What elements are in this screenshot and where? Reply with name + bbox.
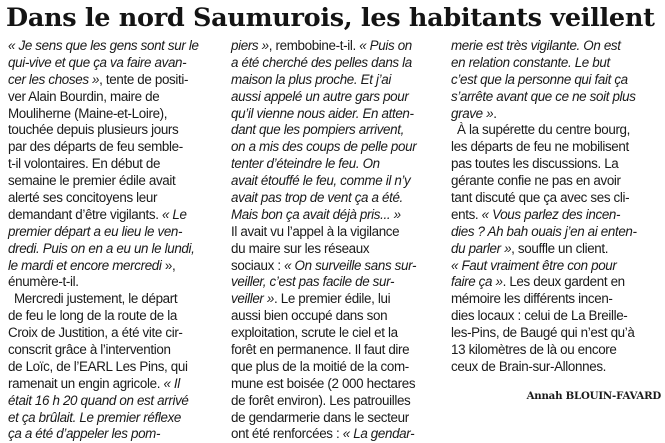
- text-segment: ents.: [451, 206, 482, 222]
- article-text-line: [231, 156, 437, 173]
- text-segment: veiller »: [231, 291, 274, 307]
- article-text-line: [451, 224, 661, 241]
- text-segment: conscrit grâce à l’intervention: [8, 342, 171, 358]
- text-segment: tenter d’éteindre le feu. On: [231, 156, 380, 172]
- text-segment: . Les deux gardent en: [502, 274, 625, 290]
- text-segment: c’est que la personne qui fait ça: [451, 71, 628, 87]
- article-text-line: [231, 173, 437, 190]
- text-segment: « Vous parlez des incen-: [481, 206, 621, 222]
- text-segment: ramenait un engin agricole.: [8, 375, 164, 391]
- text-segment: touchée depuis plusieurs jours: [8, 122, 179, 138]
- article-text-line: [231, 224, 437, 241]
- text-segment: semaine le premier édile avait: [8, 173, 176, 189]
- article-text-line: [8, 72, 215, 89]
- article-text-line: [8, 308, 215, 325]
- article-text-line: [231, 342, 437, 359]
- text-segment: pas toutes les discussions. La: [451, 156, 619, 172]
- text-segment: dies locaux : celui de La Breille-: [451, 308, 628, 324]
- article-text-line: [231, 139, 437, 156]
- article-text-line: [8, 156, 215, 173]
- text-segment: »,: [161, 257, 176, 273]
- text-segment: « Le: [161, 206, 187, 222]
- article-text-line: [231, 38, 437, 55]
- text-segment: sociaux :: [231, 257, 285, 273]
- text-segment: , tente de positi-: [99, 71, 189, 87]
- text-segment: t-il volontaires. En début de: [8, 156, 161, 172]
- text-segment: du maire sur les réseaux: [231, 240, 370, 256]
- article-text-line: [451, 38, 661, 55]
- text-segment: forêt en permanence. Il faut dire: [231, 342, 410, 358]
- article-text-line: [451, 72, 661, 89]
- text-segment: cer les choses »: [8, 71, 100, 87]
- text-segment: grave »: [451, 105, 494, 121]
- article-text-line: [451, 55, 661, 72]
- article-text-line: [451, 325, 661, 342]
- text-segment: mune est boisée (2 000 hectares: [231, 375, 416, 391]
- text-segment: « Faut vraiment être con pour: [451, 257, 617, 273]
- text-segment: À la supérette du centre bourg,: [457, 122, 631, 138]
- text-segment: de Loïc, de l’EARL Les Pins, qui: [8, 358, 188, 374]
- article-text-line: [8, 258, 215, 275]
- text-segment: mémoire les différents incen-: [451, 291, 613, 307]
- article-text-line: [8, 38, 215, 55]
- article-text-line: [451, 106, 661, 123]
- article-text-line: [451, 156, 661, 173]
- text-segment: ça a été d’appeler les pom-: [8, 426, 161, 442]
- article-text-line: [451, 274, 661, 291]
- article-text-line: [231, 55, 437, 72]
- article-text-line: [231, 274, 437, 291]
- text-segment: Mercredi justement, le départ: [14, 291, 178, 307]
- text-segment: le mardi et encore mercredi: [8, 257, 162, 273]
- article-text-line: [8, 376, 215, 393]
- text-segment: , rembobine-t-il.: [268, 38, 360, 53]
- text-segment: dies ? Ah bah ouais j’en ai enten-: [451, 223, 637, 239]
- text-segment: piers »: [231, 38, 269, 53]
- text-segment: était 16 h 20 quand on est arrivé: [8, 392, 189, 408]
- article-text-line: [8, 359, 215, 376]
- text-segment: aussi appelé un autre gars pour: [231, 88, 409, 104]
- text-segment: Croix de Justition, a été vite cir-: [8, 325, 183, 341]
- text-segment: faire ça »: [451, 274, 503, 290]
- text-segment: les départs de feu ne mobilisent: [451, 139, 629, 155]
- text-segment: on a mis des coups de pelle pour: [231, 139, 417, 155]
- article-text-line: [8, 190, 215, 207]
- text-segment: de gendarmerie dans le secteur: [231, 409, 409, 425]
- article-text-line: [8, 55, 215, 72]
- text-segment: . Le premier édile, lui: [274, 291, 391, 307]
- article-text-line: [451, 139, 661, 156]
- article-text-line: [231, 72, 437, 89]
- text-segment: en relation constante. Le but: [451, 54, 610, 70]
- article-text-line: [451, 241, 661, 258]
- article-column-1: [8, 38, 215, 443]
- text-segment: dredi. Puis on en a eu un le lundi,: [8, 240, 195, 256]
- article-text-line: [231, 393, 437, 410]
- text-segment: demandant d’être vigilants.: [8, 206, 162, 222]
- article-text-line: [231, 207, 437, 224]
- text-segment: gérante confie ne pas en avoir: [451, 173, 621, 189]
- text-segment: exploitation, scrute le ciel et la: [231, 325, 398, 341]
- text-segment: « Puis on: [359, 38, 412, 53]
- text-segment: de forêt environ). Les patrouilles: [231, 392, 411, 408]
- text-segment: Mouliherne (Maine-et-Loire),: [8, 105, 168, 121]
- text-segment: a été cherché des pelles dans la: [231, 54, 412, 70]
- text-segment: .: [493, 105, 497, 121]
- article-text-line: [451, 342, 661, 359]
- text-segment: merie est très vigilante. On est: [451, 38, 621, 53]
- text-segment: du parler »: [451, 240, 512, 256]
- text-segment: ceux de Brain-sur-Allonnes.: [451, 358, 607, 374]
- text-segment: « La gendar-: [342, 426, 415, 442]
- text-segment: , souffle un client.: [511, 240, 609, 256]
- article-text-line: [231, 426, 437, 443]
- text-segment: maison la plus proche. Et j’ai: [231, 71, 391, 87]
- article-text-line: [451, 122, 661, 139]
- text-segment: « On surveille sans sur-: [284, 257, 417, 273]
- text-segment: dant que les pompiers arrivent,: [231, 122, 404, 138]
- article-text-line: [8, 224, 215, 241]
- article-text-line: [451, 291, 661, 308]
- article-text-line: [231, 376, 437, 393]
- text-segment: qui-vive et que ça va faire avan-: [8, 54, 187, 70]
- article-text-line: [8, 207, 215, 224]
- article-text-line: [231, 89, 437, 106]
- text-segment: tant discuté que ça avec ses cli-: [451, 190, 630, 206]
- article-text-line: [231, 308, 437, 325]
- article-text-line: [231, 359, 437, 376]
- article-text-line: [8, 291, 215, 308]
- text-segment: avait étouffé le feu, comme il n’y: [231, 173, 411, 189]
- article-text-line: [451, 258, 661, 275]
- text-segment: et ça brûlait. Le premier réflexe: [8, 409, 182, 425]
- text-segment: Mais bon ça avait déjà pris... »: [231, 206, 401, 222]
- text-segment: « Je sens que les gens sont sur le: [8, 38, 199, 53]
- text-segment: premier départ a eu lieu le ven-: [8, 223, 183, 239]
- text-segment: veiller, c’est pas facile de sur-: [231, 274, 395, 290]
- article-text-line: [8, 122, 215, 139]
- article-text-line: [451, 359, 661, 376]
- article-text-line: [8, 106, 215, 123]
- text-segment: que plus de la moitié de la com-: [231, 358, 409, 374]
- article-text-line: [8, 173, 215, 190]
- article-text-line: [8, 342, 215, 359]
- article-text-line: [231, 258, 437, 275]
- article-text-line: [8, 274, 215, 291]
- article-text-line: [451, 308, 661, 325]
- article-text-line: [231, 190, 437, 207]
- text-segment: Il avait vu l’appel à la vigilance: [231, 223, 400, 239]
- article-text-line: [451, 173, 661, 190]
- article-text-line: [451, 207, 661, 224]
- text-segment: les-Pins, de Baugé qui n’est qu’à: [451, 325, 635, 341]
- article-headline: Dans le nord Saumurois, les habitants veillent: [6, 3, 655, 33]
- text-segment: par des départs de feu semble-: [8, 139, 183, 155]
- article-text-line: [8, 410, 215, 427]
- article-text-line: [8, 426, 215, 443]
- text-segment: avait pas trop de vent ça a été.: [231, 190, 403, 206]
- article-text-line: [8, 241, 215, 258]
- text-segment: alerté ses concitoyens leur: [8, 190, 158, 206]
- article-text-line: [8, 325, 215, 342]
- article-text-line: [8, 139, 215, 156]
- text-segment: qu’il vienne nous aider. En atten-: [231, 105, 414, 121]
- article-text-line: [451, 89, 661, 106]
- article-text-line: [231, 122, 437, 139]
- article-column-2: [231, 38, 437, 443]
- text-segment: aussi bien occupé dans son: [231, 308, 388, 324]
- text-segment: ont été renforcées :: [231, 426, 343, 442]
- text-segment: « Il: [163, 375, 180, 391]
- article-text-line: [231, 241, 437, 258]
- article-text-line: [231, 410, 437, 427]
- text-segment: s’arrête avant que ce ne soit plus: [451, 88, 636, 104]
- article-text-line: [8, 393, 215, 410]
- article-text-line: [8, 89, 215, 106]
- author-byline: Annah BLOUIN-FAVARD: [526, 390, 661, 402]
- article-text-line: [231, 325, 437, 342]
- text-segment: énumère-t-il.: [8, 274, 79, 290]
- article-text-line: [231, 291, 437, 308]
- article-text-line: [231, 106, 437, 123]
- article-text-line: [451, 190, 661, 207]
- text-segment: 13 kilomètres de là ou encore: [451, 342, 617, 358]
- text-segment: ver Alain Bourdin, maire de: [8, 88, 160, 104]
- article-column-3: [451, 38, 661, 376]
- text-segment: de feu le long de la route de la: [8, 308, 177, 324]
